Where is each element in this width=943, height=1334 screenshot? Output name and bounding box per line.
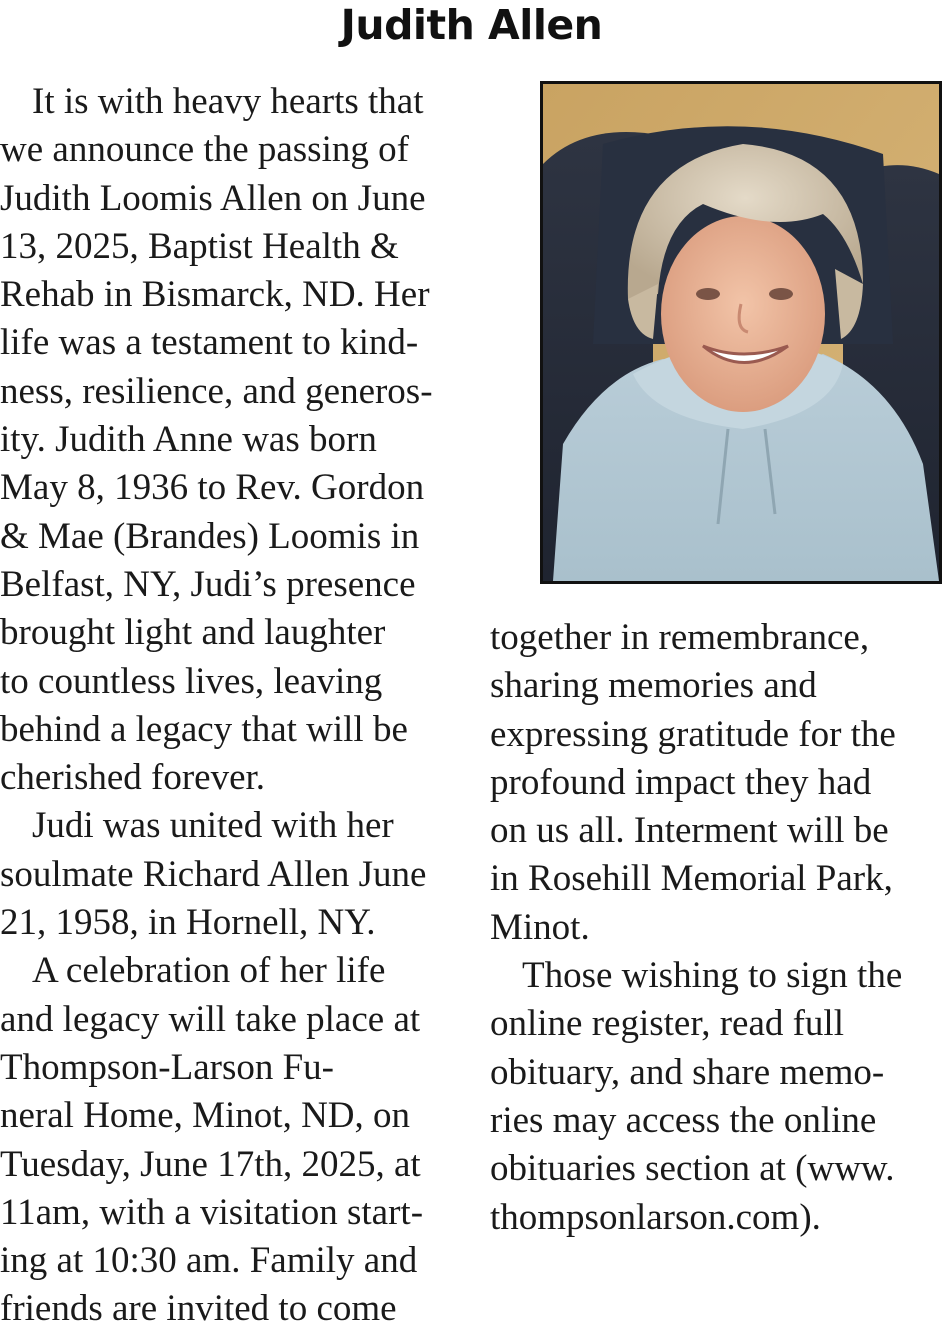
text-line: together in remembrance, bbox=[490, 617, 870, 658]
text-line: Those wishing to sign the bbox=[522, 955, 903, 997]
text-line: Tuesday, June 17th, 2025, at bbox=[0, 1143, 421, 1185]
text-line: May 8, 1936 to Rev. Gordon bbox=[0, 467, 425, 509]
text-line: expressing gratitude for the bbox=[490, 713, 896, 755]
text-line: sharing memories and bbox=[490, 665, 817, 707]
text-line: thompsonlarson.com). bbox=[490, 1196, 821, 1238]
text-line: 13, 2025, Baptist Health & bbox=[0, 225, 399, 267]
text-line: in Rosehill Memorial Park, bbox=[490, 858, 893, 900]
text-line: It is with heavy hearts that bbox=[32, 81, 424, 122]
text-line: online register, read full bbox=[490, 1003, 844, 1045]
text-line: Judi was united with her bbox=[32, 805, 394, 847]
text-line: and legacy will take place at bbox=[0, 998, 421, 1040]
text-line: we announce the passing of bbox=[0, 129, 409, 171]
text-line: neral Home, Minot, ND, on bbox=[0, 1095, 411, 1137]
obituary-text-column-right bbox=[490, 614, 940, 1242]
text-line: Minot. bbox=[490, 906, 590, 948]
text-line: friends are invited to come bbox=[0, 1288, 397, 1330]
text-line: to countless lives, leaving bbox=[0, 660, 383, 702]
text-line: ness, resilience, and generos- bbox=[0, 370, 433, 412]
text-line: brought light and laughter bbox=[0, 612, 386, 654]
text-line: ing at 10:30 am. Family and bbox=[0, 1240, 418, 1282]
text-line: Thompson-Larson Fu- bbox=[0, 1046, 334, 1088]
text-line: ries may access the online bbox=[490, 1099, 877, 1141]
text-line: Judith Loomis Allen on June bbox=[0, 177, 426, 219]
text-line: cherished forever. bbox=[0, 757, 266, 799]
portrait-illustration bbox=[543, 84, 939, 581]
text-line: A celebration of her life bbox=[32, 950, 386, 992]
text-line: Belfast, NY, Judi’s presence bbox=[0, 563, 416, 605]
text-line: life was a testament to kind- bbox=[0, 322, 419, 364]
text-line: profound impact they had bbox=[490, 761, 872, 803]
text-line: obituary, and share memo- bbox=[490, 1051, 885, 1093]
text-line: behind a legacy that will be bbox=[0, 708, 408, 750]
text-line: 21, 1958, in Hornell, NY. bbox=[0, 902, 376, 944]
text-line: ity. Judith Anne was born bbox=[0, 419, 377, 461]
obituary-text-column-left bbox=[0, 78, 460, 1334]
obituary-title: Judith Allen bbox=[340, 1, 603, 49]
text-line: soulmate Richard Allen June bbox=[0, 853, 427, 895]
text-line: & Mae (Brandes) Loomis in bbox=[0, 515, 420, 557]
portrait-photo bbox=[540, 81, 942, 584]
text-line: obituaries section at (www. bbox=[490, 1148, 895, 1190]
text-line: Rehab in Bismarck, ND. Her bbox=[0, 274, 430, 316]
text-line: on us all. Interment will be bbox=[490, 810, 889, 852]
text-line: 11am, with a visitation start- bbox=[0, 1191, 424, 1233]
